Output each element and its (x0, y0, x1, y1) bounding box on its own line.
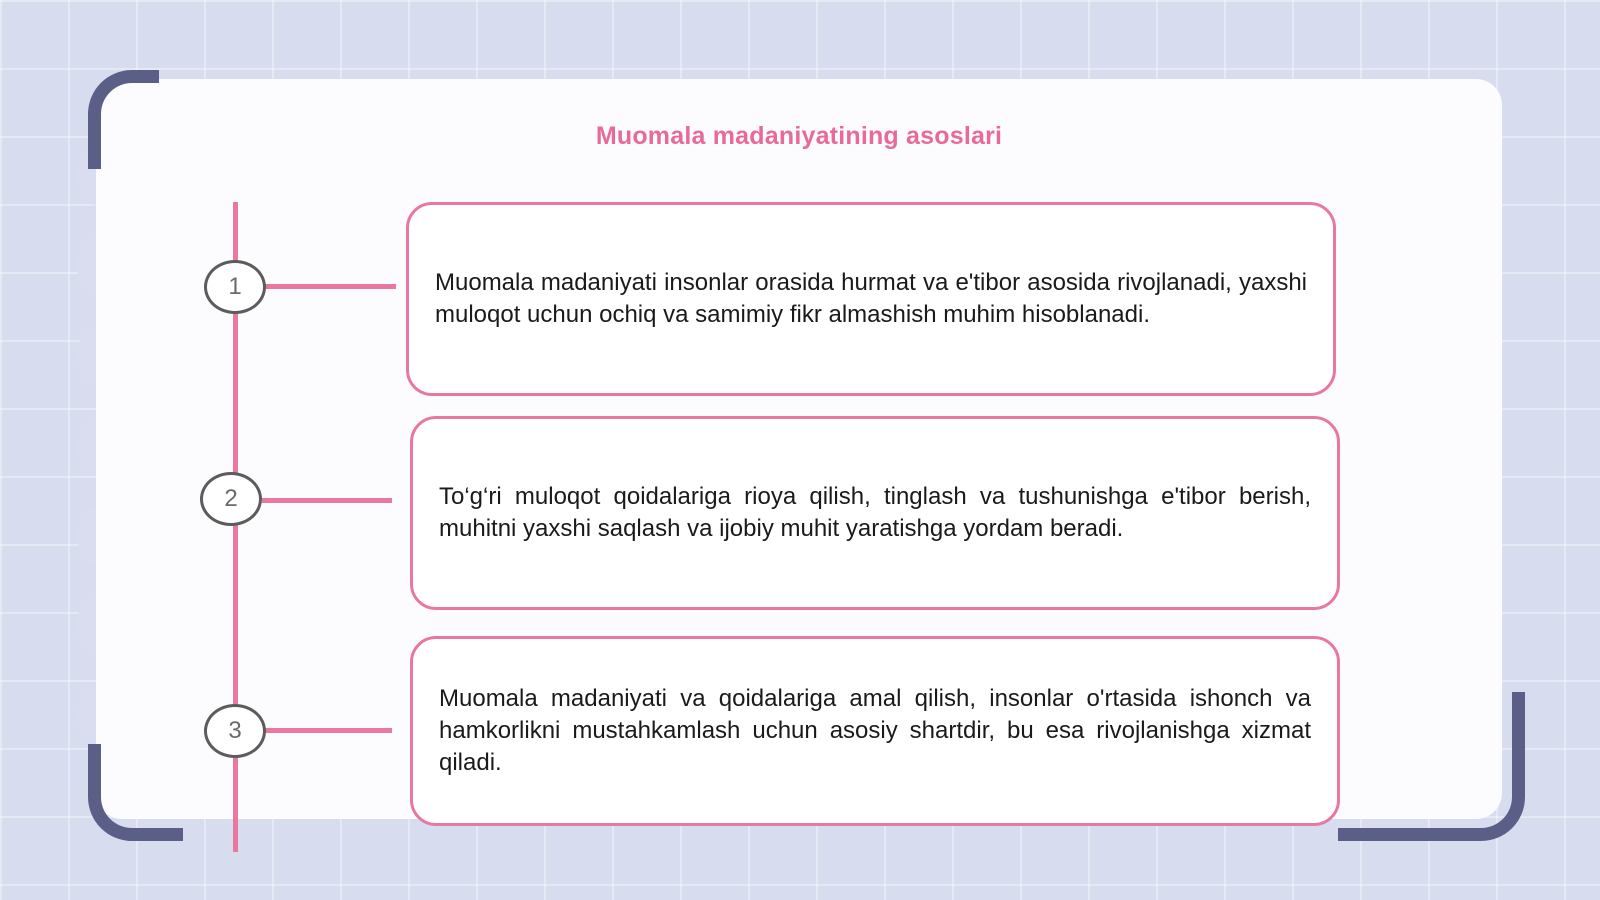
point-text-3: Muomala madaniyati va qoidalariga amal qilish, insonlar o'rtasida ishonch va hamkorlikni mustahkamlash uchun asosiy shartdir, bu esa rivojlanishga xizmat qiladi. (439, 685, 1311, 776)
timeline-connector-1 (264, 284, 396, 289)
timeline-number-3: 3 (204, 704, 266, 758)
slide-title: Muomala madaniyatining asoslari (595, 122, 1003, 150)
timeline-connector-3 (264, 728, 392, 733)
corner-bracket-bottom-left (88, 744, 183, 841)
corner-bracket-bottom-right (1338, 692, 1525, 841)
point-card-1 (406, 202, 1336, 396)
point-text-1: Muomala madaniyati insonlar orasida hurmat va e'tibor asosida rivojlanadi, yaxshi muloqot uchun ochiq va samimiy fikr almashish muhim hisoblanadi. (435, 269, 1307, 328)
point-card-2 (410, 416, 1340, 610)
timeline-number-2: 2 (200, 472, 262, 526)
point-text-2: To‘g‘ri muloqot qoidalariga rioya qilish, tinglash va tushunishga e'tibor berish, muhitni yaxshi saqlash va ijobiy muhit yaratishga yordam beradi. (439, 483, 1311, 542)
point-card-3 (410, 636, 1340, 826)
timeline-number-1: 1 (204, 260, 266, 314)
corner-bracket-top-left (88, 70, 159, 169)
timeline-connector-2 (262, 498, 392, 503)
